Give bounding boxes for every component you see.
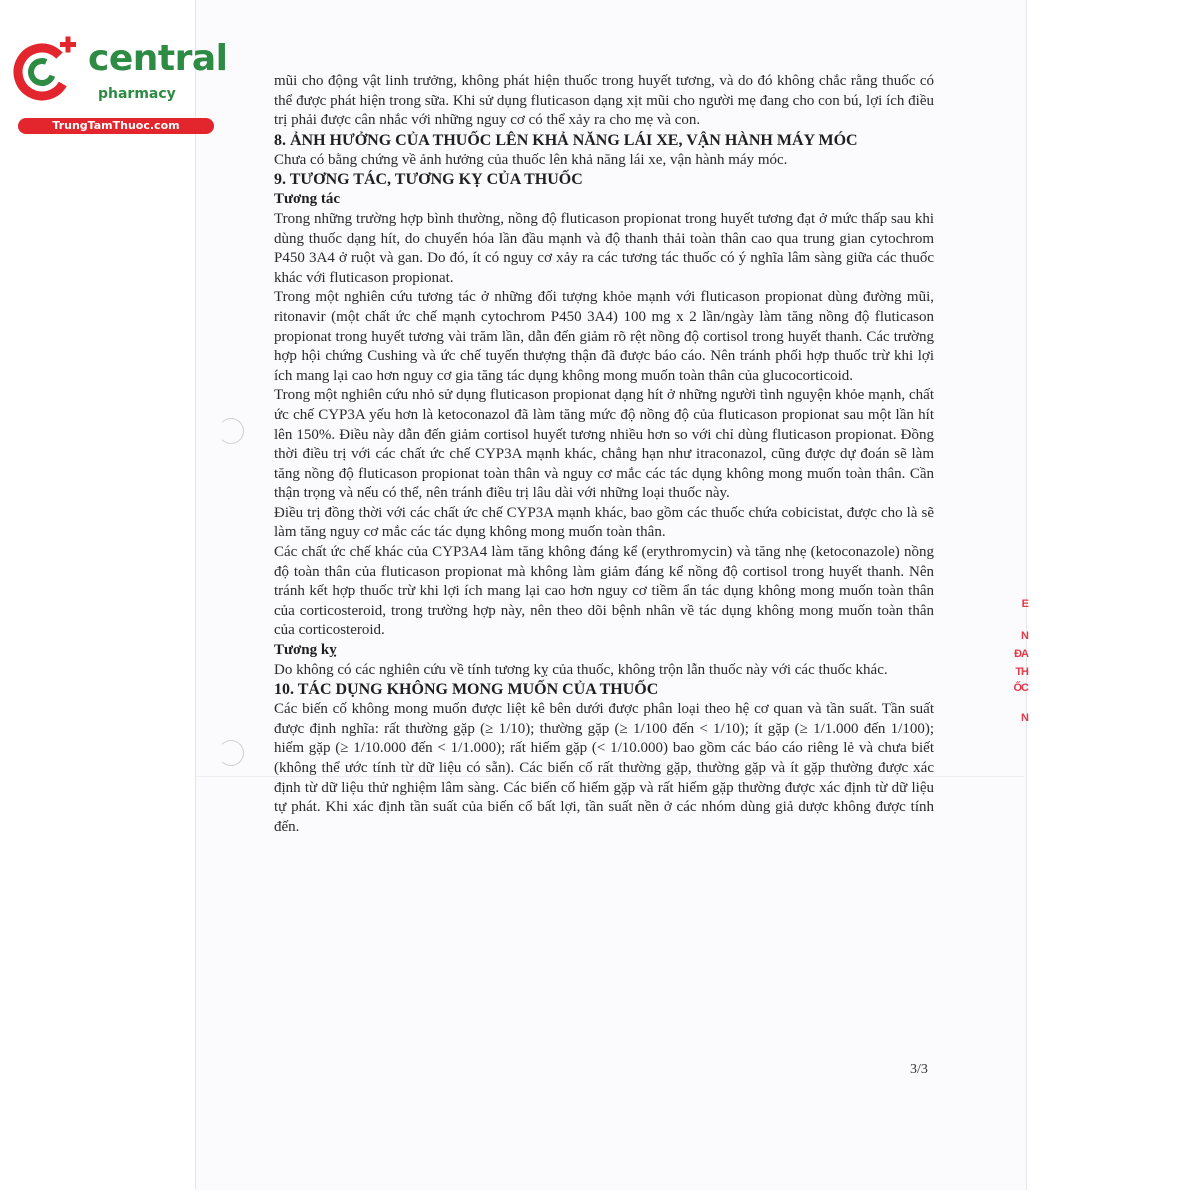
interactions-paragraph-1: Trong những trường hợp bình thường, nồng độ fluticason propionat trong huyết tương đạt ở mức thấp sau khi dùng thuốc dạng hít, do chuyển hóa lần đầu mạnh và độ thanh thải toàn thân cao qua trung gian cytochrom P450 3A4 ở ruột và gan. Do đó, ít có nguy cơ xảy ra các tương tác thuốc có ý nghĩa lâm sàng giữa các thuốc khác với fluticason propionat. — [274, 210, 934, 286]
stamp-text: E — [1021, 598, 1028, 610]
stamp-text: ĐA — [1014, 648, 1028, 660]
logo-url-badge[interactable]: TrungTamThuoc.com — [18, 118, 214, 134]
logo-subtitle: pharmacy — [98, 86, 176, 102]
section-8-text: Chưa có bằng chứng về ảnh hưởng của thuốc lên khả năng lái xe, vận hành máy móc. — [274, 151, 788, 168]
interactions-paragraph-4: Điều trị đồng thời với các chất ức chế CYP3A mạnh khác, bao gồm các thuốc chứa cobicistat, được cho là sẽ làm tăng nguy cơ mắc các tác dụng không mong muốn toàn thân. — [274, 504, 934, 541]
central-pharmacy-logo[interactable] — [10, 36, 228, 136]
logo-name: central — [88, 38, 228, 79]
document-body — [274, 72, 934, 837]
punch-hole — [218, 418, 244, 444]
intro-paragraph: mũi cho động vật linh trưởng, không phát hiện thuốc trong huyết tương, và do đó không chắc rằng thuốc có thể được phát hiện trong sữa. Khi sử dụng fluticason dạng xịt mũi cho người mẹ đang cho con bú, lợi ích điều trị phải được cân nhắc với những nguy cơ có thể xảy ra cho mẹ và con. — [274, 73, 934, 129]
red-stamp-fragment — [1000, 588, 1030, 748]
incompatibilities-paragraph: Do không có các nghiên cứu về tính tương kỵ của thuốc, không trộn lẫn thuốc này với các thuốc khác. — [274, 661, 888, 678]
interactions-subheading: Tương tác — [274, 191, 341, 208]
stamp-text: TH — [1015, 666, 1028, 678]
interactions-paragraph-3: Trong một nghiên cứu nhỏ sử dụng fluticason propionat dạng hít ở những người tình nguyện khỏe mạnh, chất ức chế CYP3A yếu hơn là ketoconazol đã làm tăng mức độ nồng độ của fluticason propionat sau một lần hít lên 150%. Điều này dẫn đến giảm cortisol huyết tương nhiều hơn so với chỉ dùng fluticason propionat. Đồng thời điều trị với các chất ức chế CYP3A mạnh khác, chẳng hạn như itraconazol, cũng được dự đoán sẽ làm tăng nồng độ fluticason propionat toàn thân và nguy cơ mắc các tác dụng không mong muốn toàn thân. Cần thận trọng và nếu có thể, nên tránh điều trị lâu dài với những loại thuốc này. — [274, 387, 934, 502]
pharmacy-logo-icon — [10, 36, 80, 106]
section-8-heading: 8. ẢNH HƯỞNG CỦA THUỐC LÊN KHẢ NĂNG LÁI XE, VẬN HÀNH MÁY MÓC — [274, 131, 858, 149]
stamp-text: N — [1021, 630, 1028, 642]
stamp-text: N — [1021, 712, 1028, 724]
section-9-heading: 9. TƯƠNG TÁC, TƯƠNG KỴ CỦA THUỐC — [274, 171, 583, 189]
interactions-paragraph-2: Trong một nghiên cứu tương tác ở những đối tượng khỏe mạnh với fluticason propionat dùng đường mũi, ritonavir (một chất ức chế mạnh cytochrom P450 3A4) 100 mg x 2 lần/ngày làm tăng nồng độ fluticason propionat trong huyết tương vài trăm lần, dẫn đến giảm rõ rệt nồng độ cortisol trong huyết thanh. Các trường hợp hội chứng Cushing và ức chế tuyến thượng thận đã được báo cáo. Nên tránh phối hợp thuốc trừ khi lợi ích mang lại cao hơn nguy cơ gia tăng tác dụng không mong muốn toàn thân của glucocorticoid. — [274, 289, 934, 384]
punch-hole — [218, 740, 244, 766]
stamp-text: ỐC — [1013, 682, 1028, 694]
interactions-paragraph-5: Các chất ức chế khác của CYP3A4 làm tăng không đáng kể (erythromycin) và tăng nhẹ (ketoconazole) nồng độ toàn thân của fluticason propionat mà không làm giảm đáng kể nồng độ cortisol trong huyết thanh. Nên tránh kết hợp thuốc trừ khi lợi ích mang lại cao hơn nguy cơ tiềm ẩn tác dụng không mong muốn toàn thân của corticosteroid, trong trường hợp này, nên theo dõi bệnh nhân về tác dụng không mong muốn toàn thân của corticosteroid. — [274, 544, 934, 639]
page-number: 3/3 — [910, 1062, 928, 1077]
section-10-heading: 10. TÁC DỤNG KHÔNG MONG MUỐN CỦA THUỐC — [274, 681, 659, 699]
incompatibilities-subheading: Tương kỵ — [274, 642, 337, 659]
adverse-effects-paragraph: Các biến cố không mong muốn được liệt kê bên dưới được phân loại theo hệ cơ quan và tần suất. Tần suất được định nghĩa: rất thường gặp (≥ 1/10); thường gặp (≥ 1/100 đến < 1/10); ít gặp (≥ 1/1.000 đến 1/100); hiếm gặp (≥ 1/10.000 đến < 1/1.000); rất hiếm gặp (< 1/10.000) bao gồm các báo cáo riêng lẻ và chưa biết (không thể ước tính từ dữ liệu có sẵn). Các biến cố rất thường gặp, thường gặp và ít gặp thường được xác định từ dữ liệu thử nghiệm lâm sàng. Các biến cố hiếm gặp và rất hiếm gặp thường được xác định từ dữ liệu tự phát. Khi xác định tần suất của biến cố bất lợi, tần suất nền ở các nhóm dùng giả dược không được tính đến. — [274, 701, 934, 835]
